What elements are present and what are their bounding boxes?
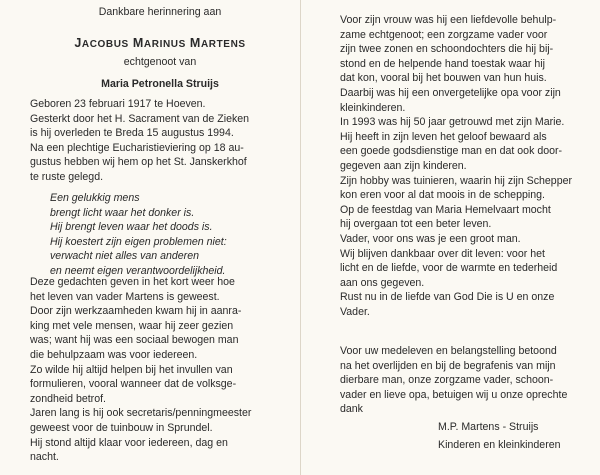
fold-line	[300, 0, 301, 475]
poem-line: Hij brengt leven waar het doods is.	[50, 221, 213, 234]
tribute-line: zame echtgenoot; een zorgzame vader voor	[340, 28, 548, 41]
memory-line: Deze gedachten geven in het kort weer hoe	[30, 276, 235, 288]
tribute-line: Vader.	[340, 305, 370, 318]
memory-line: was; want hij was een sociaal bewogen man	[30, 334, 239, 347]
memory-line: Hij stond altijd klaar voor iedereen, dag en	[30, 436, 228, 449]
tribute-line: Rust nu in de liefde van God Die is U en onze	[340, 291, 555, 304]
tribute-line: stond en de helpende hand toestak waar hij	[340, 57, 545, 70]
tribute-line: gegeven aan zijn kinderen.	[340, 159, 467, 172]
deceased-name: JACOBUS MARINUS MARTENS	[74, 36, 246, 50]
tribute-text	[340, 13, 585, 319]
spouse-name: Maria Petronella Struijs	[101, 78, 219, 90]
memory-line: formulieren, vooral wanneer dat de volksge-	[30, 378, 237, 391]
poem-line: en neemt eigen verantwoordelijkheid.	[50, 264, 226, 277]
tribute-line: dat kon, vooral bij het bouwen van hun huis.	[340, 72, 547, 85]
poem-line: Een gelukkig mens	[50, 192, 140, 204]
signature-family: Kinderen en kleinkinderen	[438, 438, 561, 451]
thanks-line: vader en lieve opa, betuigen wij u onze oprechte	[340, 388, 568, 401]
thanks-line: na het overlijden en bij de begrafenis van mijn	[340, 359, 556, 372]
memory-text	[30, 275, 290, 465]
poem-line: Hij koestert zijn eigen problemen niet:	[50, 235, 227, 248]
thanks-text	[340, 344, 585, 417]
thanks-line: dierbare man, onze zorgzame vader, schoon-	[340, 374, 554, 387]
memory-line: king met vele mensen, waar hij zeer gezien	[30, 319, 234, 332]
signature-name: M.P. Martens - Struijs	[438, 421, 539, 433]
tribute-line: Op de feestdag van Maria Hemelvaart mocht	[340, 203, 551, 216]
tribute-line: aan ons gegeven.	[340, 276, 425, 289]
memory-line: nacht.	[30, 451, 59, 464]
bio-line: Gesterkt door het H. Sacrament van de Zieken	[30, 112, 250, 125]
thanks-line: Voor uw medeleven en belangstelling betoond	[340, 345, 557, 357]
thanks-line: dank	[340, 403, 363, 416]
bio-line: te ruste gelegd.	[30, 170, 104, 183]
tribute-line: een goede godsdienstige man en dat ook door-	[340, 145, 563, 158]
tribute-line: Wij blijven dankbaar over dit leven: voor het	[340, 247, 545, 260]
biography	[30, 97, 290, 185]
bio-line: Geboren 23 februari 1917 te Hoeven.	[30, 98, 206, 110]
tribute-line: kleinkinderen.	[340, 101, 406, 114]
bio-line: is hij overleden te Breda 15 augustus 1994.	[30, 127, 234, 140]
intro-text: Dankbare herinnering aan	[98, 6, 222, 18]
spouse-label: echtgenoot van	[123, 56, 197, 68]
tribute-line: hij overgaan tot een beter leven.	[340, 218, 492, 231]
bio-line: gustus hebben wij hem op het St. Janskerkhof	[30, 156, 247, 169]
memory-line: Door zijn werkzaamheden kwam hij in aanra-	[30, 305, 242, 318]
poem	[50, 191, 290, 279]
tribute-line: zijn twee zonen en schoondochters die hij bij-	[340, 43, 554, 56]
memory-line: Zo wilde hij altijd helpen bij het invullen van	[30, 363, 233, 376]
tribute-line: licht en de liefde, voor de warmte en tederheid	[340, 262, 558, 275]
bio-line: Na een plechtige Eucharistieviering op 18 au-	[30, 141, 244, 154]
memory-line: geweest voor de tuinbouw in Sprundel.	[30, 421, 213, 434]
signature	[438, 420, 585, 452]
tribute-line: Hij heeft in zijn leven het geloof bewaard als	[340, 130, 547, 143]
poem-line: verwacht niet alles van anderen	[50, 250, 199, 263]
memory-line: Jaren lang is hij ook secretaris/penningmeester	[30, 407, 252, 420]
tribute-line: In 1993 was hij 50 jaar getrouwd met zijn Marie.	[340, 116, 565, 129]
tribute-line: Voor zijn vrouw was hij een liefdevolle behulp-	[340, 14, 557, 26]
memory-line: zondheid betrof.	[30, 392, 106, 405]
tribute-line: kon eren voor al dat moois in de schepping.	[340, 189, 545, 202]
memory-line: het leven van vader Martens is geweest.	[30, 290, 220, 303]
tribute-line: Vader, voor ons was je een groot man.	[340, 232, 521, 245]
tribute-line: Zijn hobby was tuinieren, waarin hij zijn Schepper	[340, 174, 573, 187]
tribute-line: Daarbij was hij een onvergetelijke opa voor zijn	[340, 86, 561, 99]
memory-line: die behulpzaam was voor iedereen.	[30, 348, 198, 361]
poem-line: brengt licht waar het donker is.	[50, 206, 195, 219]
